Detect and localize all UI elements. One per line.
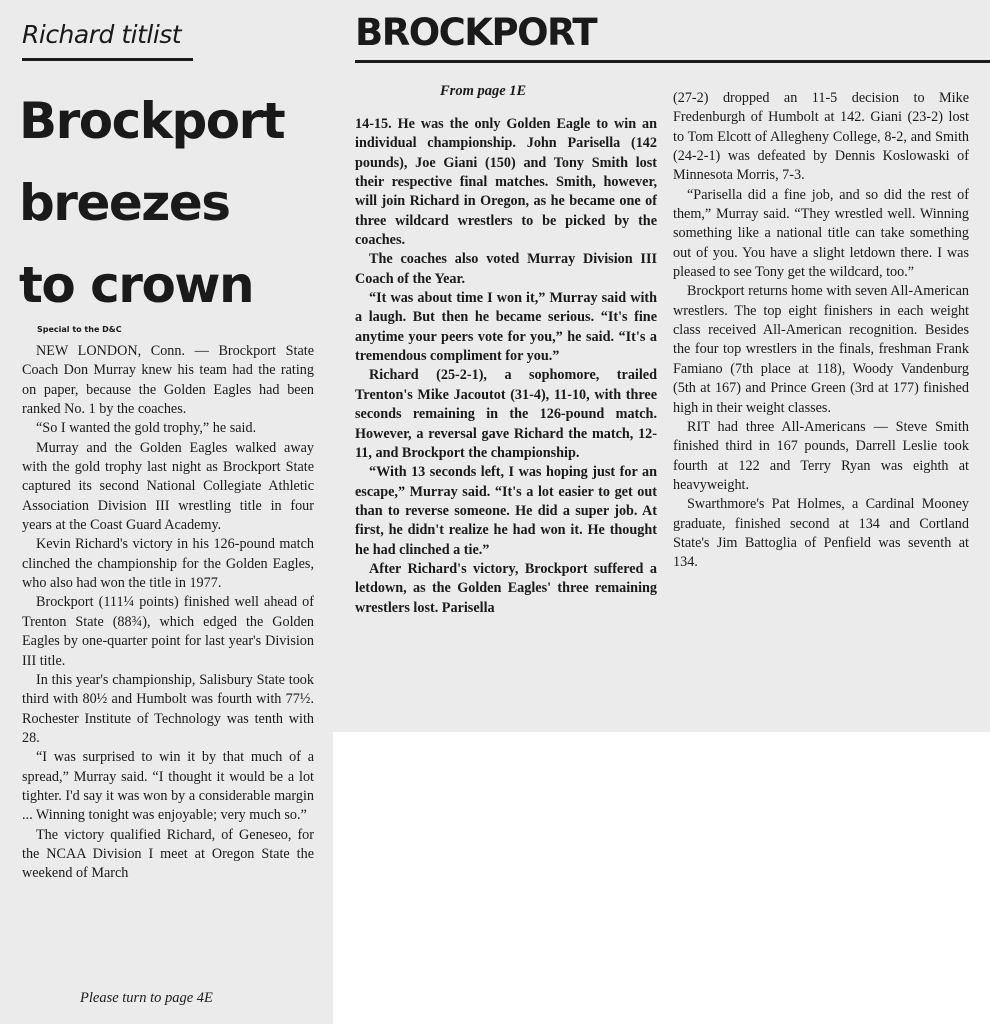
section-rule	[355, 60, 990, 63]
paragraph: NEW LONDON, Conn. — Brockport State Coach Don Murray knew his team had the rating on paper, because the Golden Eagles had been ranked No. 1 by the coaches.	[22, 343, 314, 418]
paragraph: After Richard's victory, Brockport suffered a letdown, as the Golden Eagles' three remaining wrestlers lost. Parisella	[355, 560, 657, 616]
headline	[19, 80, 284, 326]
paragraph: RIT had three All-Americans — Steve Smith finished third in 167 pounds, Darrell Leslie took fourth at 122 and Terry Ryan was eighth at heavyweight.	[673, 418, 969, 493]
paragraph: Brockport (111¼ points) finished well ahead of Trenton State (88¾), which edged the Golden Eagles by one-quarter point for last year's Division III title.	[22, 594, 314, 669]
headline-line: breezes	[19, 174, 230, 232]
paragraph: “I was surprised to win it by that much of a spread,” Murray said. “I thought it would be a lot tighter. I'd say it was won by a considerable margin ... Winning tonight was enjoyable; very much so.”	[22, 749, 314, 824]
headline-line: to crown	[19, 256, 254, 314]
paragraph: Swarthmore's Pat Holmes, a Cardinal Mooney graduate, finished second at 134 and Cortland State's Jim Battoglia of Penfield was seventh at 134.	[673, 496, 969, 571]
jump-from-line: From page 1E	[440, 83, 527, 99]
paragraph: 14-15. He was the only Golden Eagle to win an individual championship. John Parisella (142 pounds), Joe Giani (150) and Tony Smith lost their respective final matches. Smith, however, will join Richard in Oregon, as he became one of three wildcard wrestlers to be picked by the coaches.	[355, 116, 657, 249]
jump-line: Please turn to page 4E	[80, 990, 213, 1006]
paragraph: Richard (25-2-1), a sophomore, trailed Trenton's Mike Jacoutot (31-4), 11-10, with three seconds remaining in the 126-pound match. However, a reversal gave Richard the match, 12-11, and Brockport the championship.	[355, 367, 657, 461]
headline-line: Brockport	[19, 92, 285, 150]
paragraph: “With 13 seconds left, I was hoping just for an escape,” Murray said. “It's a lot easier to get out than to reverse someone. He did a super job. At first, he didn't realize he had won it. He thought he had clinched a tie.”	[355, 464, 657, 558]
kicker-rule	[22, 58, 193, 61]
byline: Special to the D&C	[37, 325, 122, 334]
paragraph: Kevin Richard's victory in his 126-pound match clinched the championship for the Golden Eagles, who also had won the title in 1977.	[22, 536, 314, 592]
paragraph: “So I wanted the gold trophy,” he said.	[36, 420, 257, 437]
paragraph: The victory qualified Richard, of Geneseo, for the NCAA Division I meet at Oregon State the weekend of March	[22, 826, 314, 882]
middle-article-column	[355, 115, 657, 618]
section-header: BROCKPORT	[355, 11, 597, 54]
paragraph: Murray and the Golden Eagles walked away with the gold trophy last night as Brockport State captured its second National Collegiate Athletic Association Division III wrestling title in four years at the Coast Guard Academy.	[22, 439, 314, 534]
paragraph: Brockport returns home with seven All-American wrestlers. The top eight finishers in each weight class received All-American recognition. Besides the four top wrestlers in the finals, freshman Frank Famiano (7th place at 118), Woody Vandenburg (5th at 167) and Prince Green (3rd at 177) finished high in their weight classes.	[673, 283, 969, 416]
left-article-body	[22, 342, 314, 884]
paragraph: “Parisella did a fine job, and so did the rest of them,” Murray said. “They wrestled well. Winning something like a national title can take something out of you. You have a slight letdown there. I was pleased to see Tony get the wildcard, too.”	[673, 186, 969, 281]
paragraph: In this year's championship, Salisbury State took third with 80½ and Humbolt was fourth with 77½. Rochester Institute of Technology was tenth with 28.	[22, 671, 314, 746]
paragraph: (27-2) dropped an 11-5 decision to Mike Fredenburgh of Humbolt at 142. Giani (23-2) lost to Tom Elcott of Allegheny College, 8-2, and Smith (24-2-1) was defeated by Dennis Koslowaski of Minnesota Morris, 7-3.	[673, 90, 969, 184]
right-article-column	[673, 89, 969, 573]
paragraph: The coaches also voted Murray Division III Coach of the Year.	[355, 251, 657, 287]
kicker: Richard titlist	[22, 20, 182, 49]
paragraph: “It was about time I won it,” Murray said with a laugh. But then he became serious. “It's fine anytime your peers vote for you,” he said. “It's a tremendous compliment for you.”	[355, 290, 657, 365]
